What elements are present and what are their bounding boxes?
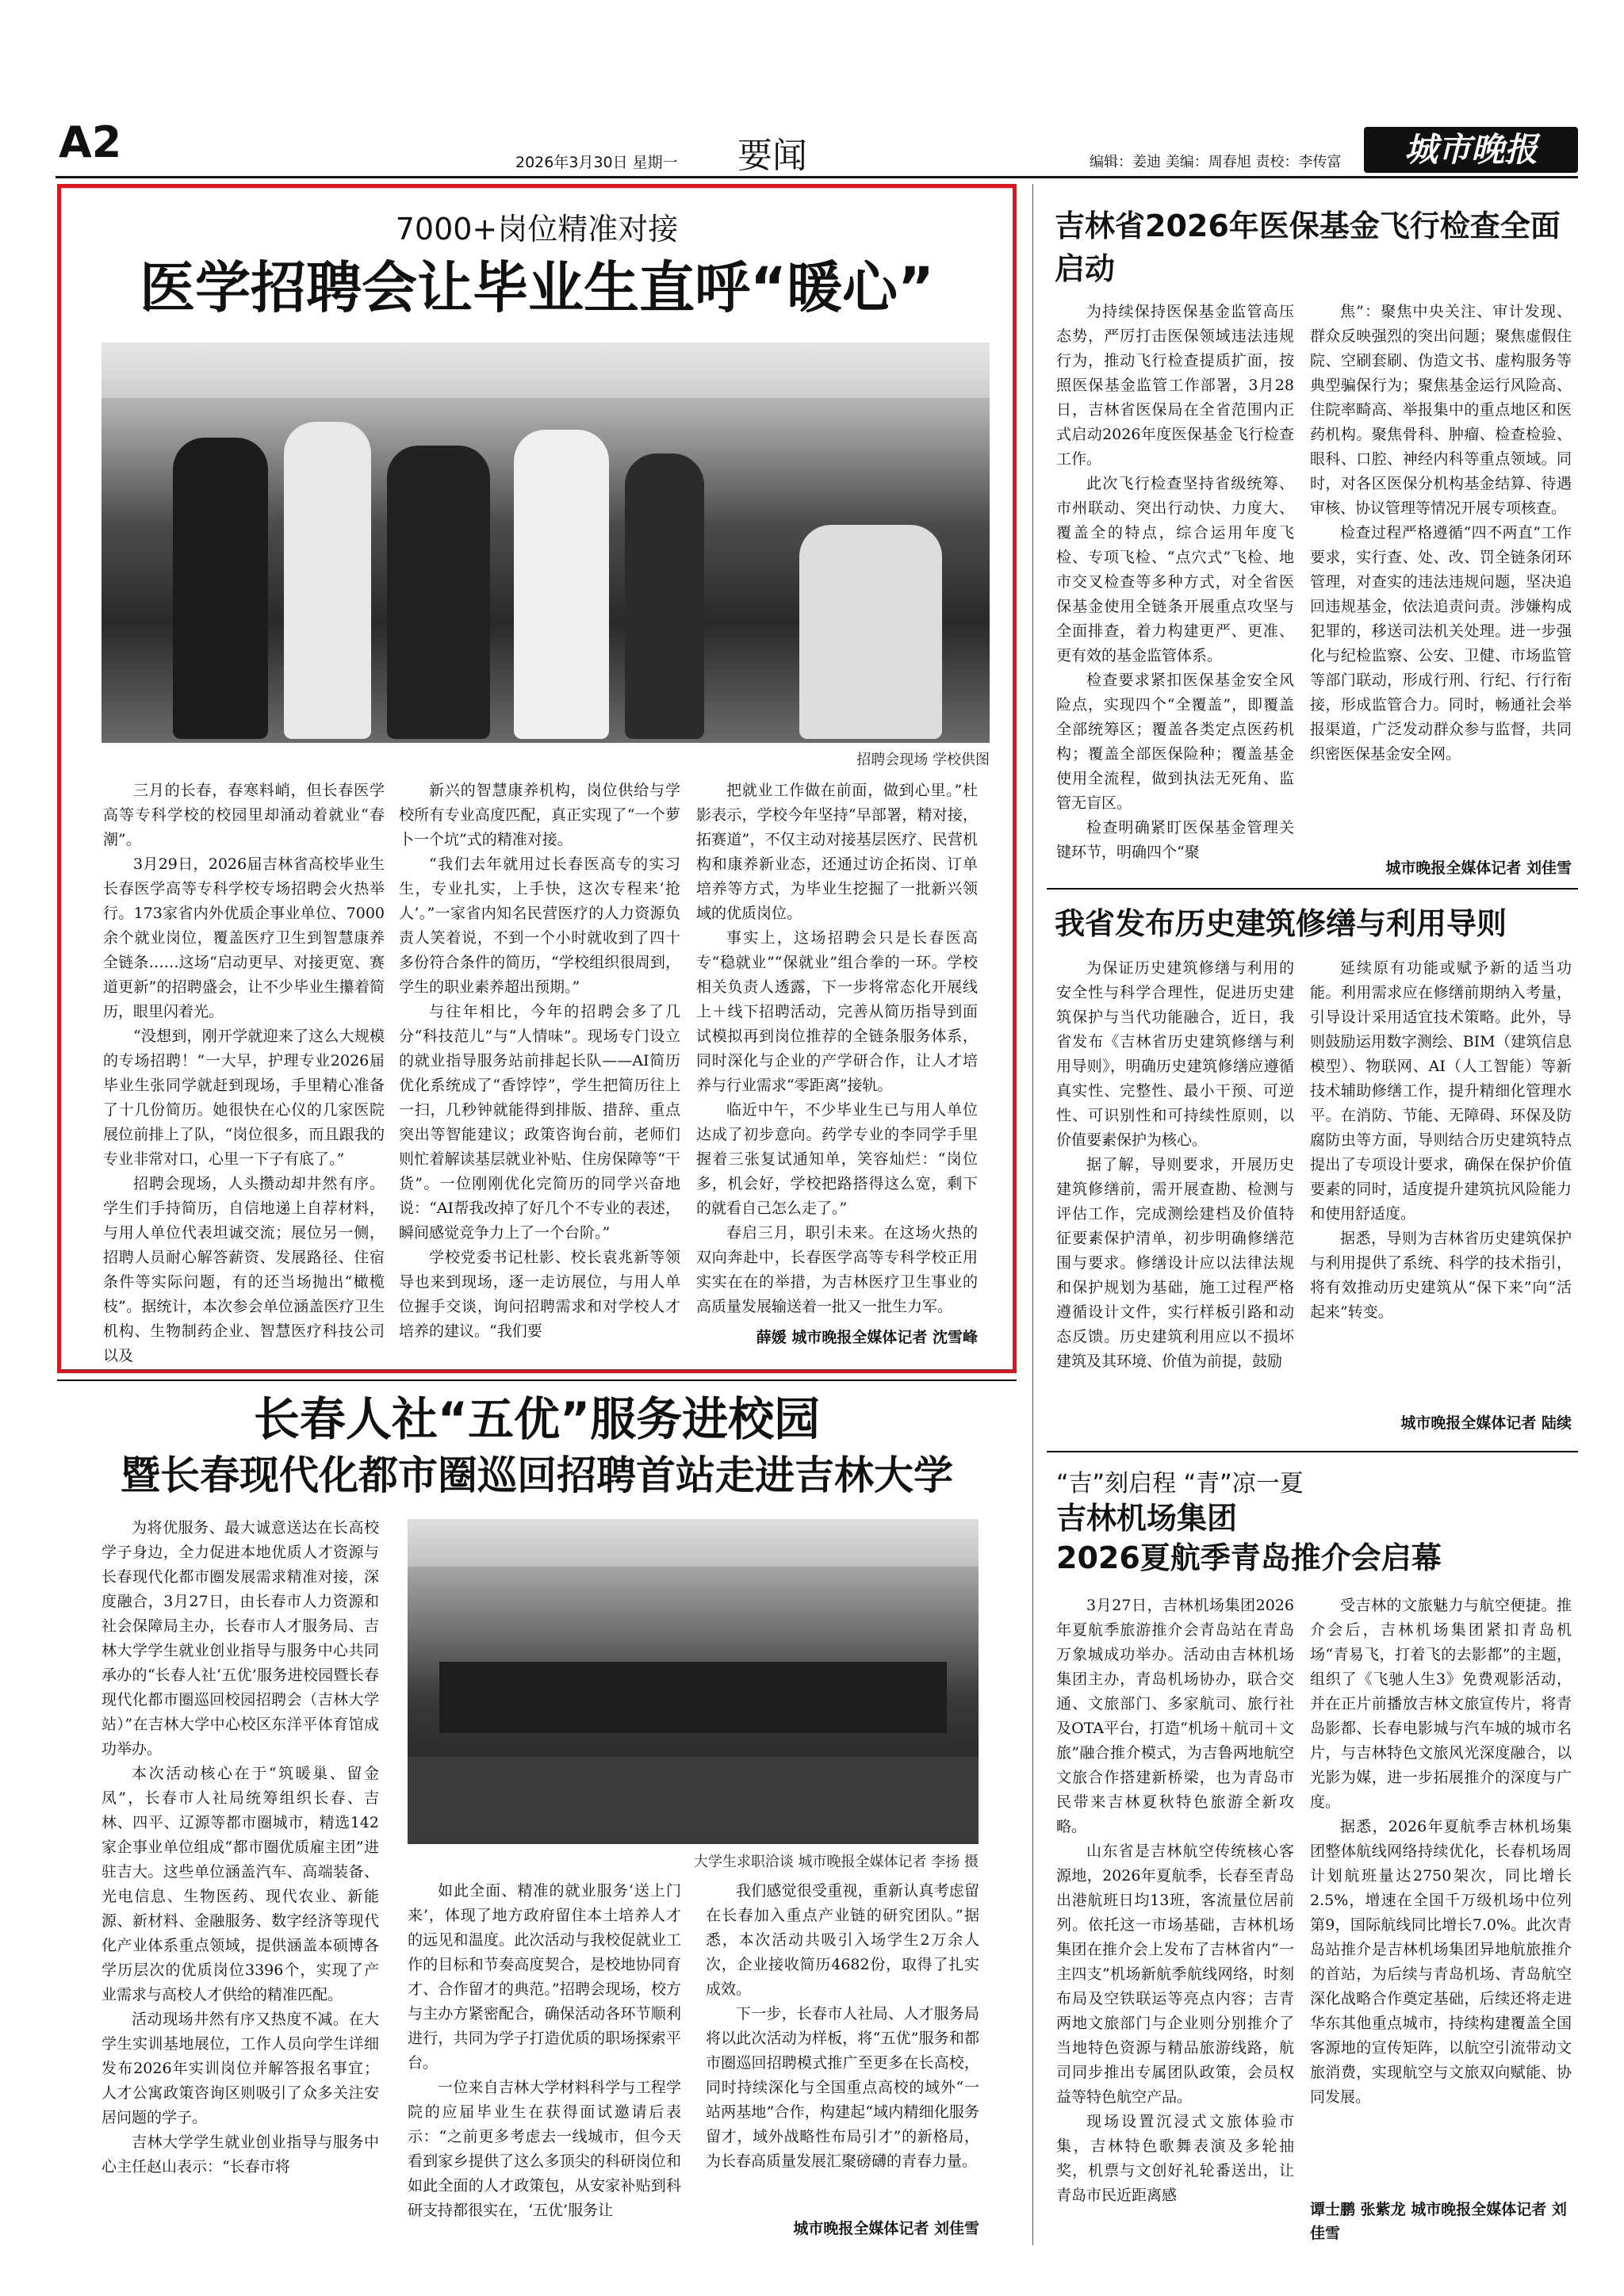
article2-column-1 bbox=[1056, 300, 1294, 886]
paragraph: 临近中午，不少毕业生已与用人单位达成了初步意向。药学专业的李同学手里握着三张复试通知单，笑容灿烂：“岗位多，机会好，学校把路搭得这么宽，剩下的就看自己怎么走了。” bbox=[696, 1101, 978, 1217]
article5-headline-line2: 2026夏航季青岛推介会启幕 bbox=[1056, 1540, 1442, 1575]
article1-photo bbox=[102, 342, 990, 743]
article5-headline-line1: 吉林机场集团 bbox=[1056, 1501, 1238, 1536]
article3-headline: 我省发布历史建筑修缮与利用导则 bbox=[1055, 906, 1507, 941]
paragraph: 把就业工作做在前面，做到心里。”杜影表示，学校今年坚持“早部署，精对接，拓赛道”，不仅主动对接基层医疗、民营机构和康养新业态，还通过访企拓岗、订单培养等方式，为毕业生挖掘了一批新兴领域的优质岗位。 bbox=[696, 782, 978, 922]
paragraph: 春启三月，职引未来。在这场火热的双向奔赴中，长春医学高等专科学校正用实实在在的举措，为吉林医疗卫生事业的高质量发展输送着一批又一批生力军。 bbox=[696, 1224, 978, 1315]
paragraph: 一位来自吉林大学材料科学与工程学院的应届毕业生在获得面试邀请后表示：“之前更多考虑去一线城市，但今天看到家乡提供了这么多顶尖的科研岗位和如此全面的人才政策包，从安家补贴到科研支持都很实在，‘五优’服务让 bbox=[408, 2079, 681, 2219]
section-divider bbox=[1047, 1451, 1578, 1452]
paragraph: 为将优服务、最大诚意送达在长高校学子身边，全力促进本地优质人才资源与长春现代化都市圈发展需求精准对接，深度融合，3月27日，由长春市人力资源和社会保障局主办，长春市人才服务局、吉林大学学生就业创业指导与服务中心共同承办的“长春人社‘五优’服务进校园暨长春现代化都市圈巡回校园招聘会（吉林大学站）”在吉林大学中心校区东洋平体育馆成功举办。 bbox=[102, 1519, 379, 1758]
paragraph: 据悉，导则为吉林省历史建筑保护与利用提供了系统、科学的技术指引，将有效推动历史建筑从“保下来”向“活起来”转变。 bbox=[1310, 1230, 1572, 1321]
article2-byline: 城市晚报全媒体记者 刘佳雪 bbox=[1385, 859, 1572, 877]
paragraph: 我们感觉很受重视，重新认真考虑留在长春加入重点产业链的研究团队。”据悉，本次活动共吸引入场学生2万余人次，企业接收简历4682份，取得了扎实成效。 bbox=[706, 1882, 979, 1998]
section-name: 要闻 bbox=[737, 136, 807, 176]
article5-column-2 bbox=[1310, 1594, 1572, 2196]
paragraph: 据了解，导则要求，开展历史建筑修缮前，需开展查勘、检测与评估工作，完成测绘建档及价值特征要素保护清单，初步明确修缮范围与要求。修缮设计应以法律法规和保护规划为基础，施工过程严格遵循设计文件，实行样板引路和动态反馈。历史建筑利用应以不损坏建筑及其环境、价值为前提，鼓励 bbox=[1056, 1156, 1294, 1370]
paragraph: 三月的长春，春寒料峭，但长春医学高等专科学校的校园里却涌动着就业“春潮”。 bbox=[103, 782, 385, 848]
paragraph: 活动现场井然有序又热度不减。在大学生实训基地展位，工作人员向学生详细发布2026年实训岗位并解答报名事宜；人才公寓政策咨询区则吸引了众多关注安居问题的学子。 bbox=[102, 2011, 379, 2126]
article4-photo bbox=[408, 1519, 979, 1844]
article3-column-2 bbox=[1310, 956, 1572, 1408]
paragraph: 焦”：聚焦中央关注、审计发现、群众反映强烈的突出问题；聚焦虚假住院、空刷套刷、伪造文书、虚构服务等典型骗保行为；聚焦基金运行风险高、住院率畸高、举报集中的重点地区和医药机构。聚焦骨科、肿瘤、检查检验、眼科、口腔、神经内科等重点领域。同时，对各区医保分机构基金结算、待遇审核、协议管理等情况开展专项核查。 bbox=[1310, 303, 1572, 517]
article1-column-3 bbox=[696, 779, 978, 1315]
paragraph: “没想到，刚开学就迎来了这么大规模的专场招聘！”一大早，护理专业2026届毕业生张同学就赶到现场，手里精心准备了十几份简历。她很快在心仪的几家医院展位前排上了队，“岗位很多，而且跟我的专业非常对口，心里一下子有底了。” bbox=[103, 1027, 385, 1168]
paragraph: 检查明确紧盯医保基金管理关键环节，明确四个“聚 bbox=[1056, 819, 1294, 861]
article4-column-3 bbox=[706, 1879, 979, 2212]
paragraph: 如此全面、精准的就业服务‘送上门来’，体现了地方政府留住本土培养人才的远见和温度。此次活动与我校促就业工作的目标和节奏高度契合，是校地协同育才、合作留才的典范。”招聘会现场，校方与主办方紧密配合，确保活动各环节顺利进行，共同为学子打造优质的职场探索平台。 bbox=[408, 1882, 681, 2072]
section-divider bbox=[57, 1380, 1017, 1381]
section-divider bbox=[1047, 888, 1578, 890]
article1-photo-caption: 招聘会现场 学校供图 bbox=[856, 752, 990, 768]
article2-column-2 bbox=[1310, 300, 1572, 855]
paragraph: 3月27日，吉林机场集团2026年夏航季旅游推介会青岛站在青岛万象城成功举办。活动由吉林机场集团主办，青岛机场协办，联合交通、文旅部门、多家航司、旅行社及OTA平台，打造“机场＋航司＋文旅”融合推介模式，为吉鲁两地航空文旅合作搭建新桥梁，也为青岛市民带来吉林夏秋特色旅游全新攻略。 bbox=[1056, 1597, 1294, 1835]
article5-kicker: “吉”刻启程 “青”凉一夏 bbox=[1056, 1470, 1304, 1498]
paragraph: 下一步，长春市人社局、人才服务局将以此次活动为样板，将“五优”服务和都市圈巡回招聘模式推广至更多在长高校，同时持续深化与全国重点高校的域外“一站两基地”合作，构建起“域内精细化服务留才，域外战略性布局引才”的新格局，为长春高质量发展汇聚磅礴的青春力量。 bbox=[706, 2005, 979, 2170]
paragraph: 现场设置沉浸式文旅体验市集，吉林特色歌舞表演及多轮抽奖，机票与文创好礼轮番送出，让青岛市民近距离感 bbox=[1056, 2113, 1294, 2204]
paragraph: 事实上，这场招聘会只是长春医高专“稳就业”“保就业”组合拳的一环。学校相关负责人透露，下一步将常态化开展线上＋线下招聘活动，完善从简历指导到面试模拟再到岗位推荐的全链条服务体系，同时深化与企业的产学研合作，让人才培养与行业需求“零距离”接轨。 bbox=[696, 929, 978, 1094]
article2-headline: 吉林省2026年医保基金飞行检查全面启动 bbox=[1055, 209, 1561, 286]
article4-headline-line1: 长春人社“五优”服务进校园 bbox=[253, 1392, 821, 1446]
article1-column-1 bbox=[103, 779, 385, 1364]
article4-headline-line2: 暨长春现代化都市圈巡回招聘首站走进吉林大学 bbox=[121, 1452, 953, 1498]
article5-byline: 谭士鹏 张紫龙 城市晚报全媒体记者 刘佳雪 bbox=[1310, 2201, 1567, 2242]
article4-column-2 bbox=[408, 1879, 681, 2244]
paragraph: 学校党委书记杜影、校长袁兆新等领导也来到现场，逐一走访展位，与用人单位握手交谈，询问招聘需求和对学校人才培养的建议。“我们要 bbox=[399, 1249, 680, 1340]
newspaper-logo: 城市晚报 bbox=[1364, 127, 1578, 173]
paragraph: 山东省是吉林航空传统核心客源地，2026年夏航季，长春至青岛出港航班日均13班，客流量位居前列。依托这一市场基础，吉林机场集团在推介会上发布了吉林省内“一主四支”机场新航季航线网络，时刻布局及空铁联运等亮点内容；吉青两地文旅部门与企业则分别推介了当地特色资源与精品旅游线路，航司同步推出专属团队政策，会员权益等特色航空产品。 bbox=[1056, 1843, 1294, 2106]
paragraph: 据悉，2026年夏航季吉林机场集团整体航线网络持续优化，长春机场周计划航班量达2750架次，同比增长2.5%，增速在全国千万级机场中位列第9，国际航线同比增长7.0%。此次青岛站推介是吉林机场集团异地航旅推介的首站，为后续与青岛机场、青岛航空深化战略合作奠定基础，后续还将走进华东其他重点城市，持续构建覆盖全国客源地的宣传矩阵，以航空引流带动文旅消费，实现航空与文旅双向赋能、协同发展。 bbox=[1310, 1818, 1572, 2106]
paragraph: 与往年相比，今年的招聘会多了几分“科技范儿”与“人情味”。现场专门设立的就业指导服务站前排起长队——AI简历优化系统成了“香饽饽”，学生把简历往上一扫，几秒钟就能得到排版、措辞、重点突出等智能建议；政策咨询台前，老师们则忙着解读基层就业补贴、住房保障等“干货”。一位刚刚优化完简历的同学兴奋地说：“AI帮我改掉了好几个不专业的表述，瞬间感觉竞争力上了一个台阶。” bbox=[399, 1003, 680, 1242]
paragraph: 延续原有功能或赋予新的适当功能。利用需求应在修缮前期纳入考量，引导设计采用适宜技术策略。此外，导则鼓励运用数字测绘、BIM（建筑信息模型）、物联网、AI（人工智能）等新技术辅助修缮工作，提升精细化管理水平。在消防、节能、无障碍、环保及防腐防虫等方面，导则结合历史建筑特点提出了专项设计要求，确保在保护价值要素的同时，适度提升建筑抗风险能力和使用舒适度。 bbox=[1310, 959, 1572, 1223]
article4-photo-caption: 大学生求职洽谈 城市晚报全媒体记者 李扬 摄 bbox=[693, 1854, 979, 1870]
masthead-rule bbox=[56, 176, 1578, 178]
issue-date: 2026年3月30日 星期一 bbox=[515, 154, 678, 171]
article4-column-1 bbox=[102, 1516, 379, 2245]
editor-credits: 编辑：姜迪 美编：周春旭 责校：李传富 bbox=[1090, 154, 1342, 170]
paragraph: 受吉林的文旅魅力与航空便捷。推介会后，吉林机场集团紧扣青岛机场“青易飞，打着飞的去影都”的主题，组织了《飞驰人生3》免费观影活动，并在正片前播放吉林文旅宣传片，将青岛影都、长春电影城与汽车城的城市名片，与吉林特色文旅风光深度融合，以光影为媒，进一步拓展推介的深度与广度。 bbox=[1310, 1597, 1572, 1811]
paragraph: 为持续保持医保基金监管高压态势，严厉打击医保领域违法违规行为，推动飞行检查提质扩面，按照医保基金监管工作部署，3月28日，吉林省医保局在全省范围内正式启动2026年度医保基金飞行检查工作。 bbox=[1056, 303, 1294, 468]
paragraph: 检查过程严格遵循“四不两直”工作要求，实行查、处、改、罚全链条闭环管理，对查实的违法违规问题，坚决追回违规基金，依法追责问责。涉嫌构成犯罪的，移送司法机关处理。进一步强化与纪检监察、公安、卫健、市场监管等部门联动，形成行刑、行纪、行行衔接，形成监管合力。同时，畅通社会举报渠道，广泛发动群众参与监督，共同织密医保基金安全网。 bbox=[1310, 524, 1572, 763]
paragraph: 新兴的智慧康养机构，岗位供给与学校所有专业高度匹配，真正实现了“一个萝卜一个坑”式的精准对接。 bbox=[399, 782, 680, 848]
paragraph: 为保证历史建筑修缮与利用的安全性与科学合理性，促进历史建筑保护与当代功能融合，近日，我省发布《吉林省历史建筑修缮与利用导则》，明确历史建筑修缮应遵循真实性、完整性、最小干预、可逆性、可识别性和可持续性原则，以价值要素保护为核心。 bbox=[1056, 959, 1294, 1149]
article3-column-1 bbox=[1056, 956, 1294, 1448]
article1-column-2 bbox=[399, 779, 680, 1340]
article3-byline: 城市晚报全媒体记者 陆续 bbox=[1400, 1414, 1572, 1432]
paragraph: 本次活动核心在于“筑暖巢、留金凤”，长春市人社局统筹组织长春、吉林、四平、辽源等都市圈城市，精选142家企事业单位组成“都市圈优质雇主团”进驻吉大。这些单位涵盖汽车、高端装备、光电信息、生物医药、现代农业、新能源、新材料、金融服务、数字经济等现代化产业体系重点领域，提供涵盖本硕博各学历层次的优质岗位3396个，实现了产业需求与高校人才供给的精准匹配。 bbox=[102, 1765, 379, 2003]
paragraph: 招聘会现场，人头攒动却井然有序。学生们手持简历，自信地递上自荐材料，与用人单位代表坦诚交流；展位另一侧，招聘人员耐心解答薪资、发展路径、住宿条件等实际问题，有的还当场抛出“橄榄枝”。据统计，本次参会单位涵盖医疗卫生机构、生物制药企业、智慧医疗科技公司以及 bbox=[103, 1175, 385, 1364]
article5-column-1 bbox=[1056, 1594, 1294, 2244]
column-divider bbox=[1032, 184, 1033, 2245]
article1-byline: 薛媛 城市晚报全媒体记者 沈雪峰 bbox=[756, 1329, 978, 1346]
article1-headline: 医学招聘会让毕业生直呼“暖心” bbox=[139, 255, 934, 320]
paragraph: 吉林大学学生就业创业指导与服务中心主任赵山表示：“长春市将 bbox=[102, 2133, 379, 2175]
paragraph: 检查要求紧扣医保基金安全风险点，实现四个“全覆盖”，即覆盖全部统筹区；覆盖各类定点医药机构；覆盖全部医保险种；覆盖基金使用全流程，做到执法无死角、监管无盲区。 bbox=[1056, 672, 1294, 812]
article1-kicker: 7000+岗位精准对接 bbox=[395, 212, 679, 247]
paragraph: “我们去年就用过长春医高专的实习生，专业扎实，上手快，这次专程来‘抢人’。”一家省内知名民营医疗的人力资源负责人笑着说，不到一个小时就收到了四十多份符合条件的简历，“学校组织很周到，学生的职业素养超出预期。” bbox=[399, 855, 680, 996]
paragraph: 3月29日，2026届吉林省高校毕业生长春医学高等专科学校专场招聘会火热举行。173家省内外优质企事业单位、7000余个就业岗位，覆盖医疗卫生到智慧康养全链条……这场“启动更早、对接更宽、赛道更新”的招聘盛会，让不少毕业生攥着简历，眼里闪着光。 bbox=[103, 855, 385, 1020]
article4-byline: 城市晚报全媒体记者 刘佳雪 bbox=[793, 2220, 979, 2237]
paragraph: 此次飞行检查坚持省级统筹、市州联动、突出行动快、力度大、覆盖全的特点，综合运用年度飞检、专项飞检、“点穴式”飞检、地市交叉检查等多种方式，对全省医保基金使用全链条开展重点攻坚与全面排查，着力构建更严、更准、更有效的基金监管体系。 bbox=[1056, 475, 1294, 664]
page-number: A2 bbox=[59, 117, 122, 167]
